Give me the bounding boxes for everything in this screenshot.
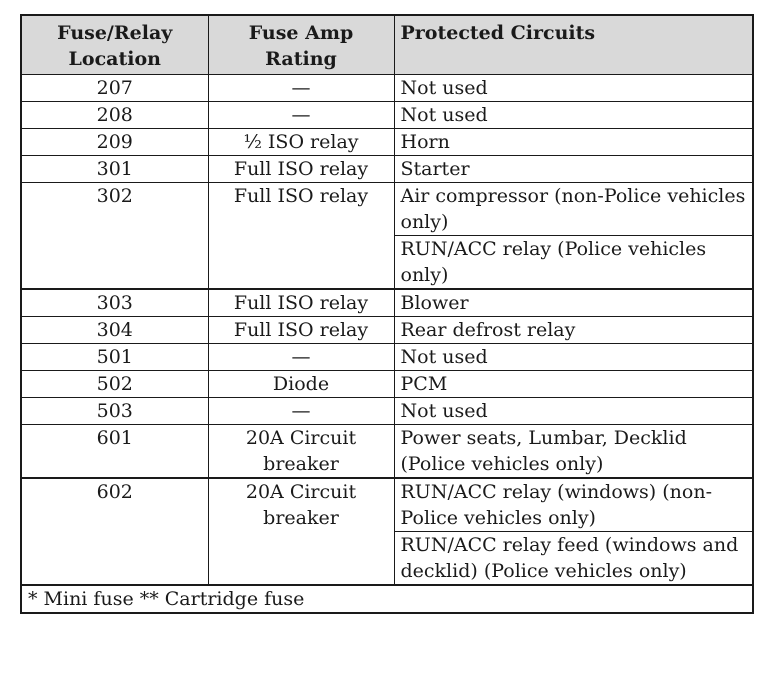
circuit-cell: Horn [394, 129, 753, 156]
circuit-cell: Blower [394, 289, 753, 317]
rating-cell: Full ISO relay [208, 317, 394, 344]
location-cell: 209 [21, 129, 208, 156]
circuit-cell: Rear defrost relay [394, 317, 753, 344]
location-cell: 503 [21, 398, 208, 425]
table-row [21, 129, 753, 156]
header-row [21, 15, 753, 75]
rating-cell: 20A Circuit breaker [208, 478, 394, 585]
header-rating: Fuse Amp Rating [208, 15, 394, 75]
location-cell: 301 [21, 156, 208, 183]
table-row [21, 398, 753, 425]
circuit-cell: Not used [394, 75, 753, 102]
rating-cell: ½ ISO relay [208, 129, 394, 156]
table-row [21, 75, 753, 102]
location-cell: 502 [21, 371, 208, 398]
table-row [21, 156, 753, 183]
footnote: * Mini fuse ** Cartridge fuse [21, 585, 753, 613]
location-cell: 208 [21, 102, 208, 129]
location-cell: 304 [21, 317, 208, 344]
rating-cell: — [208, 102, 394, 129]
table-row [21, 183, 753, 236]
rating-cell: — [208, 398, 394, 425]
circuit-cell: Starter [394, 156, 753, 183]
circuit-cell: Not used [394, 398, 753, 425]
rating-cell: — [208, 344, 394, 371]
table-row [21, 371, 753, 398]
rating-cell: Full ISO relay [208, 156, 394, 183]
circuit-cell: RUN/ACC relay feed (windows and decklid) (Police vehicles only) [394, 532, 753, 586]
circuit-cell: Not used [394, 344, 753, 371]
location-cell: 207 [21, 75, 208, 102]
circuit-cell: RUN/ACC relay (Police vehicles only) [394, 236, 753, 290]
header-circuits: Protected Circuits [394, 15, 753, 75]
location-cell: 302 [21, 183, 208, 290]
footnote-row [21, 585, 753, 613]
location-cell: 303 [21, 289, 208, 317]
circuit-cell: Power seats, Lumbar, Decklid (Police vehicles only) [394, 425, 753, 479]
rating-cell: 20A Circuit breaker [208, 425, 394, 479]
location-cell: 501 [21, 344, 208, 371]
table-row [21, 425, 753, 479]
table-row [21, 344, 753, 371]
fuse-relay-table [20, 14, 754, 614]
header-location: Fuse/Relay Location [21, 15, 208, 75]
table-row [21, 289, 753, 317]
table-row [21, 317, 753, 344]
rating-cell: Diode [208, 371, 394, 398]
circuit-cell: RUN/ACC relay (windows) (non-Police vehicles only) [394, 478, 753, 532]
table-row [21, 102, 753, 129]
circuit-cell: Air compressor (non-Police vehicles only) [394, 183, 753, 236]
rating-cell: Full ISO relay [208, 289, 394, 317]
table-row [21, 478, 753, 532]
rating-cell: Full ISO relay [208, 183, 394, 290]
location-cell: 602 [21, 478, 208, 585]
rating-cell: — [208, 75, 394, 102]
circuit-cell: Not used [394, 102, 753, 129]
location-cell: 601 [21, 425, 208, 479]
circuit-cell: PCM [394, 371, 753, 398]
